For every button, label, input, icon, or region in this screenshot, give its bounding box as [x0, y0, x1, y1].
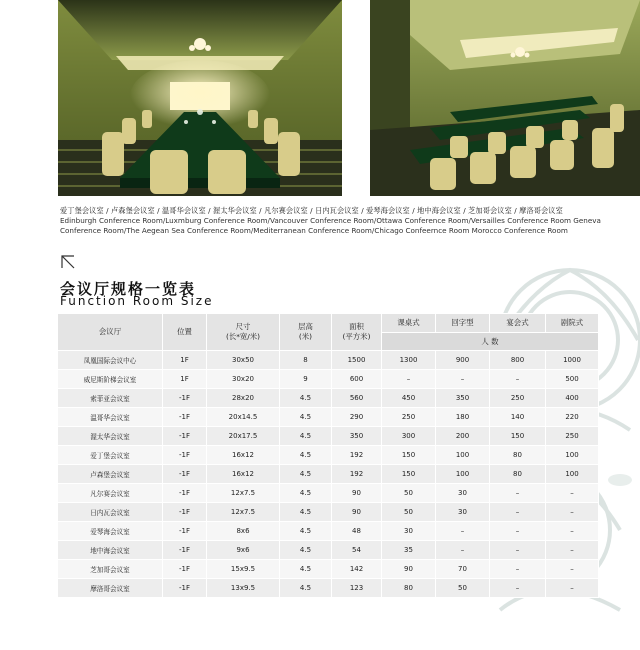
- cell-classroom: 80: [382, 579, 436, 598]
- cell-area: 192: [332, 446, 382, 465]
- cell-area: 290: [332, 408, 382, 427]
- cell-banquet: –: [490, 579, 546, 598]
- cell-floor: -1F: [163, 427, 207, 446]
- table-row: [58, 408, 599, 427]
- header-people: 人 数: [382, 332, 599, 351]
- table-row: [58, 522, 599, 541]
- cell-floor: -1F: [163, 465, 207, 484]
- caption-room-names-cn: 爱丁堡会议室 / 卢森堡会议室 / 温哥华会议室 / 渥太华会议室 / 凡尔赛会议室 / 日内瓦会议室 / 爱琴海会议室 / 地中海会议室 / 芝加哥会议室 / 摩洛哥会议室: [60, 206, 563, 215]
- header-size-label: 尺寸: [235, 322, 251, 331]
- section-title-en: Function Room Size: [60, 294, 214, 308]
- header-hall: 会议厅: [58, 314, 163, 351]
- cell-theater: –: [546, 560, 599, 579]
- cell-size: 12x7.5: [207, 503, 280, 522]
- cell-area: 192: [332, 465, 382, 484]
- cell-floor: 1F: [163, 370, 207, 389]
- cell-size: 8x6: [207, 522, 280, 541]
- cell-banquet: 80: [490, 446, 546, 465]
- cell-size: 9x6: [207, 541, 280, 560]
- cell-name: 爱琴海会议室: [58, 522, 163, 541]
- cell-ushape: –: [436, 370, 490, 389]
- table-row: [58, 389, 599, 408]
- header-size: [207, 314, 280, 351]
- cell-theater: –: [546, 522, 599, 541]
- cell-height: 9: [280, 370, 332, 389]
- cell-banquet: 150: [490, 427, 546, 446]
- cell-classroom: 450: [382, 389, 436, 408]
- cell-name: 爱丁堡会议室: [58, 446, 163, 465]
- cell-area: 350: [332, 427, 382, 446]
- header-theater: 剧院式: [546, 314, 599, 333]
- cell-ushape: 100: [436, 465, 490, 484]
- cell-size: 12x7.5: [207, 484, 280, 503]
- cell-name: 地中海会议室: [58, 541, 163, 560]
- cell-area: 142: [332, 560, 382, 579]
- cell-area: 48: [332, 522, 382, 541]
- cell-theater: 100: [546, 465, 599, 484]
- cell-theater: 1000: [546, 351, 599, 370]
- table-row: [58, 579, 599, 598]
- table-row: [58, 446, 599, 465]
- cell-classroom: 90: [382, 560, 436, 579]
- boardroom-illustration: [58, 0, 342, 196]
- header-height-label: 层高: [298, 322, 313, 331]
- cell-banquet: –: [490, 370, 546, 389]
- header-area-unit: (平方米): [342, 332, 371, 341]
- cell-area: 54: [332, 541, 382, 560]
- section-title-cn: 会议厅规格一览表: [60, 280, 197, 298]
- cell-classroom: 300: [382, 427, 436, 446]
- cell-height: 4.5: [280, 389, 332, 408]
- header-size-unit: (长*宽/米): [225, 332, 261, 341]
- cell-classroom: –: [382, 370, 436, 389]
- cell-size: 30x50: [207, 351, 280, 370]
- caption-room-names-en: Edinburgh Conference Room/Luxmburg Conference Room/Vancouver Conference Room/Ottawa Conference Room/Versailles Conference Room Geneva Conference Room/The Aegean Sea Conference Room/Mediterranean Conference Room/Chicago Confeernce Room Morocco Conference Room: [60, 216, 601, 235]
- classroom-illustration: [370, 0, 640, 196]
- cell-floor: -1F: [163, 560, 207, 579]
- cell-height: 4.5: [280, 503, 332, 522]
- cell-size: 20x14.5: [207, 408, 280, 427]
- cell-name: 卢森堡会议室: [58, 465, 163, 484]
- cell-banquet: 250: [490, 389, 546, 408]
- cell-name: 威尼斯阶梯会议室: [58, 370, 163, 389]
- cell-ushape: 70: [436, 560, 490, 579]
- cell-ushape: 30: [436, 503, 490, 522]
- cell-classroom: 250: [382, 408, 436, 427]
- cell-area: 560: [332, 389, 382, 408]
- header-classroom: 课桌式: [382, 314, 436, 333]
- cell-ushape: 900: [436, 351, 490, 370]
- table-row: [58, 484, 599, 503]
- table-row: [58, 541, 599, 560]
- cell-theater: –: [546, 503, 599, 522]
- cell-theater: 400: [546, 389, 599, 408]
- cell-size: 16x12: [207, 465, 280, 484]
- cell-theater: 220: [546, 408, 599, 427]
- cell-classroom: 1300: [382, 351, 436, 370]
- table-row: [58, 427, 599, 446]
- cell-ushape: –: [436, 541, 490, 560]
- header-height: [280, 314, 332, 351]
- cell-theater: 250: [546, 427, 599, 446]
- cell-size: 16x12: [207, 446, 280, 465]
- header-ushape: 回字型: [436, 314, 490, 333]
- function-room-table: [57, 313, 599, 598]
- cell-name: 渥太华会议室: [58, 427, 163, 446]
- cell-classroom: 35: [382, 541, 436, 560]
- cell-ushape: 200: [436, 427, 490, 446]
- cell-classroom: 30: [382, 522, 436, 541]
- cell-theater: 500: [546, 370, 599, 389]
- cell-name: 凡尔赛会议室: [58, 484, 163, 503]
- photo-conference-room-classroom: [370, 0, 640, 196]
- cell-area: 123: [332, 579, 382, 598]
- cell-name: 温哥华会议室: [58, 408, 163, 427]
- cell-classroom: 50: [382, 484, 436, 503]
- cell-name: 芝加哥会议室: [58, 560, 163, 579]
- cell-size: 20x17.5: [207, 427, 280, 446]
- table-row: [58, 560, 599, 579]
- cell-height: 4.5: [280, 484, 332, 503]
- cell-area: 90: [332, 503, 382, 522]
- cell-height: 4.5: [280, 427, 332, 446]
- cell-height: 4.5: [280, 541, 332, 560]
- cell-area: 1500: [332, 351, 382, 370]
- table-row: [58, 351, 599, 370]
- cell-size: 13x9.5: [207, 579, 280, 598]
- cell-banquet: –: [490, 484, 546, 503]
- cell-banquet: 800: [490, 351, 546, 370]
- cell-name: 凤凰国际会议中心: [58, 351, 163, 370]
- cell-name: 摩洛哥会议室: [58, 579, 163, 598]
- cell-height: 4.5: [280, 522, 332, 541]
- photo-conference-room-boardroom: [58, 0, 342, 196]
- cell-theater: –: [546, 484, 599, 503]
- cell-height: 4.5: [280, 446, 332, 465]
- header-height-unit: (米): [298, 332, 313, 341]
- cell-size: 30x20: [207, 370, 280, 389]
- table-body: [58, 351, 599, 598]
- cell-theater: –: [546, 541, 599, 560]
- cell-height: 4.5: [280, 465, 332, 484]
- table-row: [58, 503, 599, 522]
- cell-floor: -1F: [163, 408, 207, 427]
- cell-classroom: 150: [382, 465, 436, 484]
- cell-floor: -1F: [163, 503, 207, 522]
- cell-banquet: –: [490, 503, 546, 522]
- cell-ushape: –: [436, 522, 490, 541]
- cell-size: 15x9.5: [207, 560, 280, 579]
- cell-floor: -1F: [163, 522, 207, 541]
- cell-classroom: 50: [382, 503, 436, 522]
- header-banquet: 宴会式: [490, 314, 546, 333]
- cell-height: 8: [280, 351, 332, 370]
- header-floor: 位置: [163, 314, 207, 351]
- cell-ushape: 100: [436, 446, 490, 465]
- cell-ushape: 180: [436, 408, 490, 427]
- header-area-label: 面积: [349, 322, 364, 331]
- cell-name: 索菲亚会议室: [58, 389, 163, 408]
- cell-ushape: 350: [436, 389, 490, 408]
- table-row: [58, 370, 599, 389]
- cell-size: 28x20: [207, 389, 280, 408]
- cell-floor: 1F: [163, 351, 207, 370]
- cell-floor: -1F: [163, 579, 207, 598]
- cell-name: 日内瓦会议室: [58, 503, 163, 522]
- cell-height: 4.5: [280, 560, 332, 579]
- cell-classroom: 150: [382, 446, 436, 465]
- cell-banquet: –: [490, 541, 546, 560]
- cell-area: 600: [332, 370, 382, 389]
- cell-banquet: –: [490, 560, 546, 579]
- table-row: [58, 465, 599, 484]
- cell-floor: -1F: [163, 541, 207, 560]
- cell-height: 4.5: [280, 579, 332, 598]
- cell-area: 90: [332, 484, 382, 503]
- cell-ushape: 50: [436, 579, 490, 598]
- cell-floor: -1F: [163, 446, 207, 465]
- cell-banquet: 80: [490, 465, 546, 484]
- cell-ushape: 30: [436, 484, 490, 503]
- corner-bracket-icon: [60, 254, 76, 270]
- cell-floor: -1F: [163, 389, 207, 408]
- cell-banquet: –: [490, 522, 546, 541]
- cell-floor: -1F: [163, 484, 207, 503]
- header-area: [332, 314, 382, 351]
- cell-banquet: 140: [490, 408, 546, 427]
- cell-theater: 100: [546, 446, 599, 465]
- cell-height: 4.5: [280, 408, 332, 427]
- cell-theater: –: [546, 579, 599, 598]
